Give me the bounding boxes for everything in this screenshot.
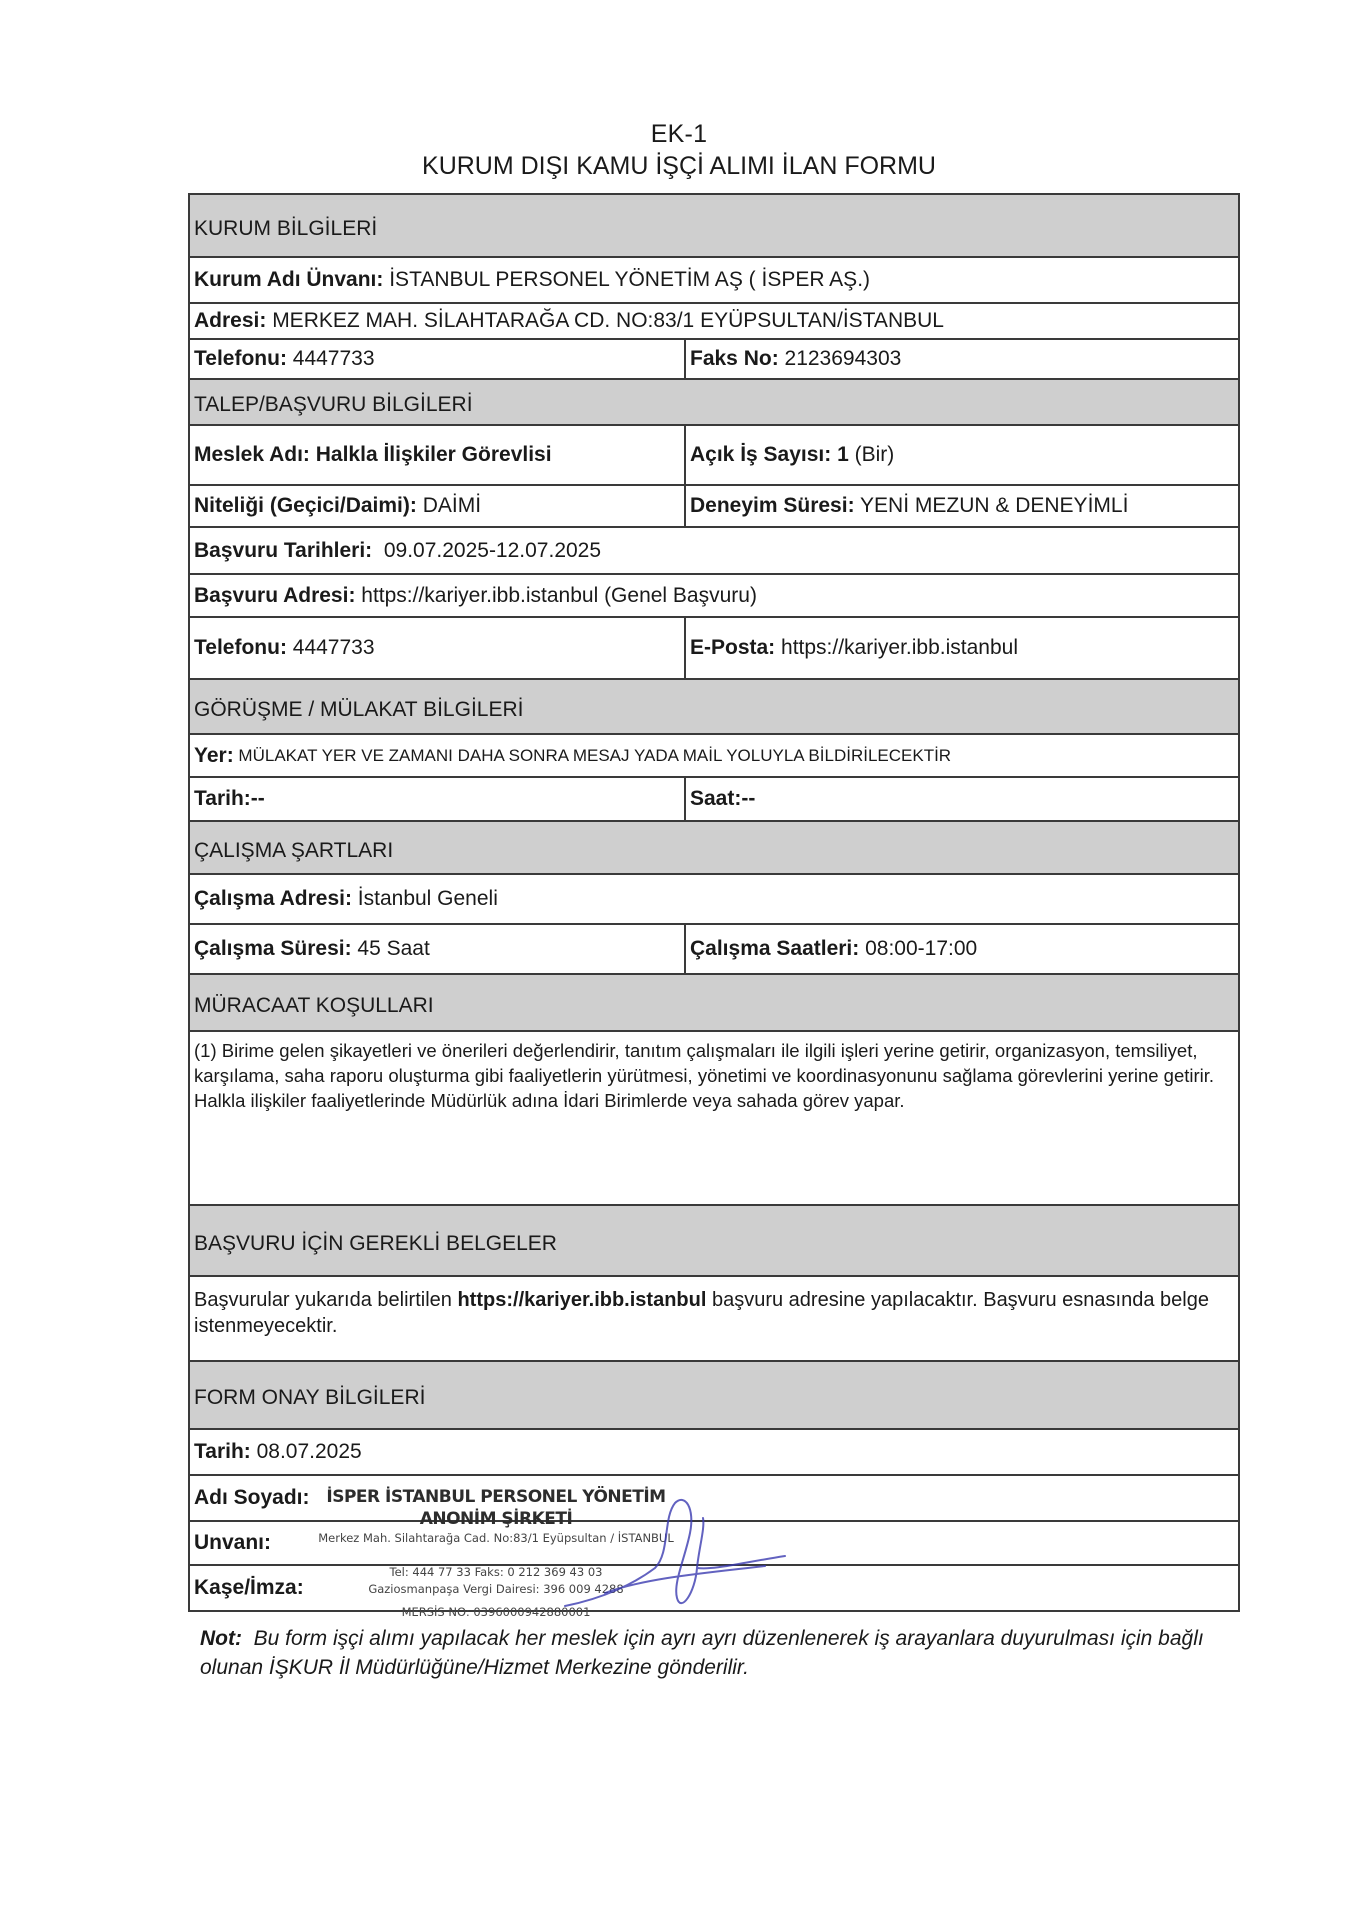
note-label: Not: [200, 1627, 242, 1650]
application-link[interactable]: https://kariyer.ibb.istanbul [457, 1289, 707, 1311]
section-header-kurum [190, 195, 1238, 258]
job-posting-form [188, 193, 1240, 1612]
row-talep-adres [190, 575, 1238, 618]
row-calisma-adres [190, 875, 1238, 925]
field-value: 09.07.2025-12.07.2025 [372, 538, 602, 562]
field-value: 08.07.2025 [250, 1440, 362, 1463]
row-mulakat-yer [190, 735, 1238, 778]
field-label: Açık İş Sayısı: 1 [690, 443, 849, 466]
form-title: KURUM DIŞI KAMU İŞÇİ ALIMI İLAN FORMU [422, 152, 936, 180]
annex-label: EK-1 [650, 120, 708, 148]
field-label: Niteliği (Geçici/Daimi): [194, 494, 417, 517]
row-onay-tarih [190, 1430, 1238, 1476]
field-label: Faks No: [690, 347, 779, 370]
section-title: FORM ONAY BİLGİLERİ [194, 1386, 426, 1409]
field-value: https://kariyer.ibb.istanbul [775, 636, 1018, 659]
section-header-onay [190, 1362, 1238, 1430]
document-title-block [0, 118, 1358, 182]
field-label: Telefonu: [194, 636, 287, 659]
row-muracaat-body [190, 1032, 1238, 1206]
stamp-tax-office: Gaziosmanpaşa Vergi Dairesi: 396 009 4288 [368, 1582, 624, 1596]
section-title: MÜRACAAT KOŞULLARI [194, 993, 434, 1017]
field-value: YENİ MEZUN & DENEYİMLİ [854, 494, 1129, 517]
section-title: KURUM BİLGİLERİ [194, 216, 378, 240]
row-onay-kase [190, 1566, 1238, 1610]
section-header-mulakat [190, 680, 1238, 735]
field-label: Yer: [194, 743, 234, 767]
field-value: 45 Saat [351, 937, 430, 960]
row-talep-nitelik [190, 486, 1238, 528]
application-conditions-text: (1) Birime gelen şikayetleri ve önerileri değerlendirir, tanıtım çalışmaları ile ilgili işleri yerine getirir, organizasyon, temsiliyet, karşılama, saha raporu oluşturma gibi faaliyetlerin yürütmesi, yönetimi ve koordinasyonunu sağlama görevlerini yerine getirir. Halkla ilişkiler faaliyetlerinde Müdürlük adına İdari Birimlerde veya sahada görev yapar. [194, 1040, 1215, 1111]
documents-text-before: Başvurular yukarıda belirtilen [194, 1289, 458, 1311]
field-label: Adresi: [194, 309, 267, 332]
section-title: BAŞVURU İÇİN GEREKLİ BELGELER [194, 1231, 557, 1255]
row-kurum-adres [190, 304, 1238, 340]
section-header-belgeler [190, 1206, 1238, 1277]
field-label: Unvanı: [194, 1531, 272, 1554]
section-header-muracaat [190, 975, 1238, 1032]
field-value: 4447733 [286, 347, 375, 370]
field-label: Adı Soyadı: [194, 1486, 310, 1509]
footnote [200, 1624, 1260, 1682]
section-title: ÇALIŞMA ŞARTLARI [194, 838, 394, 862]
field-label: Çalışma Süresi: [194, 937, 352, 960]
note-text: Bu form işçi alımı yapılacak her meslek için ayrı ayrı düzenlenerek iş arayanlara duyurulması için bağlı olunan İŞKUR İl Müdürlüğüne/Hizmet Merkezine gönderilir. [200, 1627, 1210, 1679]
field-label: Kaşe/İmza: [194, 1576, 304, 1599]
field-label: E-Posta: [690, 636, 776, 659]
field-value: DAİMİ [416, 494, 482, 517]
stamp-address: Merkez Mah. Silahtarağa Cad. No:83/1 Eyüpsultan / İSTANBUL [318, 1531, 674, 1545]
field-value: (Bir) [848, 443, 895, 466]
field-value: 4447733 [286, 636, 375, 659]
field-label: Çalışma Saatleri: [690, 937, 860, 960]
section-title: GÖRÜŞME / MÜLAKAT BİLGİLERİ [194, 697, 524, 721]
stamp-company-name: İSPER İSTANBUL PERSONEL YÖNETİM ANONİM ŞİRKETİ [326, 1487, 666, 1529]
field-label: Kurum Adı Ünvanı: [194, 268, 384, 291]
field-label: Başvuru Adresi: [194, 583, 356, 607]
field-value: 08:00-17:00 [859, 937, 978, 960]
field-value: İstanbul Geneli [351, 887, 498, 910]
field-label: Tarih: [194, 1440, 251, 1463]
field-value: 2123694303 [778, 347, 902, 370]
field-label: Saat:-- [690, 787, 756, 810]
row-kurum-unvan [190, 258, 1238, 304]
section-header-calisma [190, 822, 1238, 875]
stamp-mersis: MERSİS NO: 0396000942880001 [401, 1605, 591, 1619]
row-onay-adsoyad [190, 1476, 1238, 1522]
row-talep-tarihler [190, 528, 1238, 575]
field-value: İSTANBUL PERSONEL YÖNETİM AŞ ( İSPER AŞ.) [383, 268, 871, 291]
row-onay-unvan [190, 1522, 1238, 1566]
application-url: https://kariyer.ibb.istanbul (Genel Başvuru) [355, 583, 757, 607]
row-talep-contact [190, 618, 1238, 680]
row-calisma-sure [190, 925, 1238, 975]
field-label: Tarih:-- [194, 787, 265, 810]
field-label: Deneyim Süresi: [690, 494, 855, 517]
field-label: Çalışma Adresi: [194, 887, 352, 910]
row-kurum-contact [190, 340, 1238, 380]
field-label: Telefonu: [194, 347, 287, 370]
row-belgeler-body [190, 1277, 1238, 1362]
field-value: MÜLAKAT YER VE ZAMANI DAHA SONRA MESAJ YADA MAİL YOLUYLA BİLDİRİLECEKTİR [233, 745, 952, 765]
documents-text-after: başvuru adresine yapılacaktır. Başvuru esnasında belge istenmeyecektir. [194, 1289, 1209, 1337]
section-header-talep [190, 380, 1238, 426]
stamp-phone-fax: Tel: 444 77 33 Faks: 0 212 369 43 03 [389, 1565, 603, 1579]
field-value: MERKEZ MAH. SİLAHTARAĞA CD. NO:83/1 EYÜPSULTAN/İSTANBUL [266, 309, 944, 332]
row-mulakat-tarih-saat [190, 778, 1238, 822]
row-talep-meslek [190, 426, 1238, 486]
field-label: Meslek Adı: Halkla İlişkiler Görevlisi [194, 443, 552, 466]
section-title: TALEP/BAŞVURU BİLGİLERİ [194, 393, 473, 416]
field-label: Başvuru Tarihleri: [194, 538, 373, 562]
